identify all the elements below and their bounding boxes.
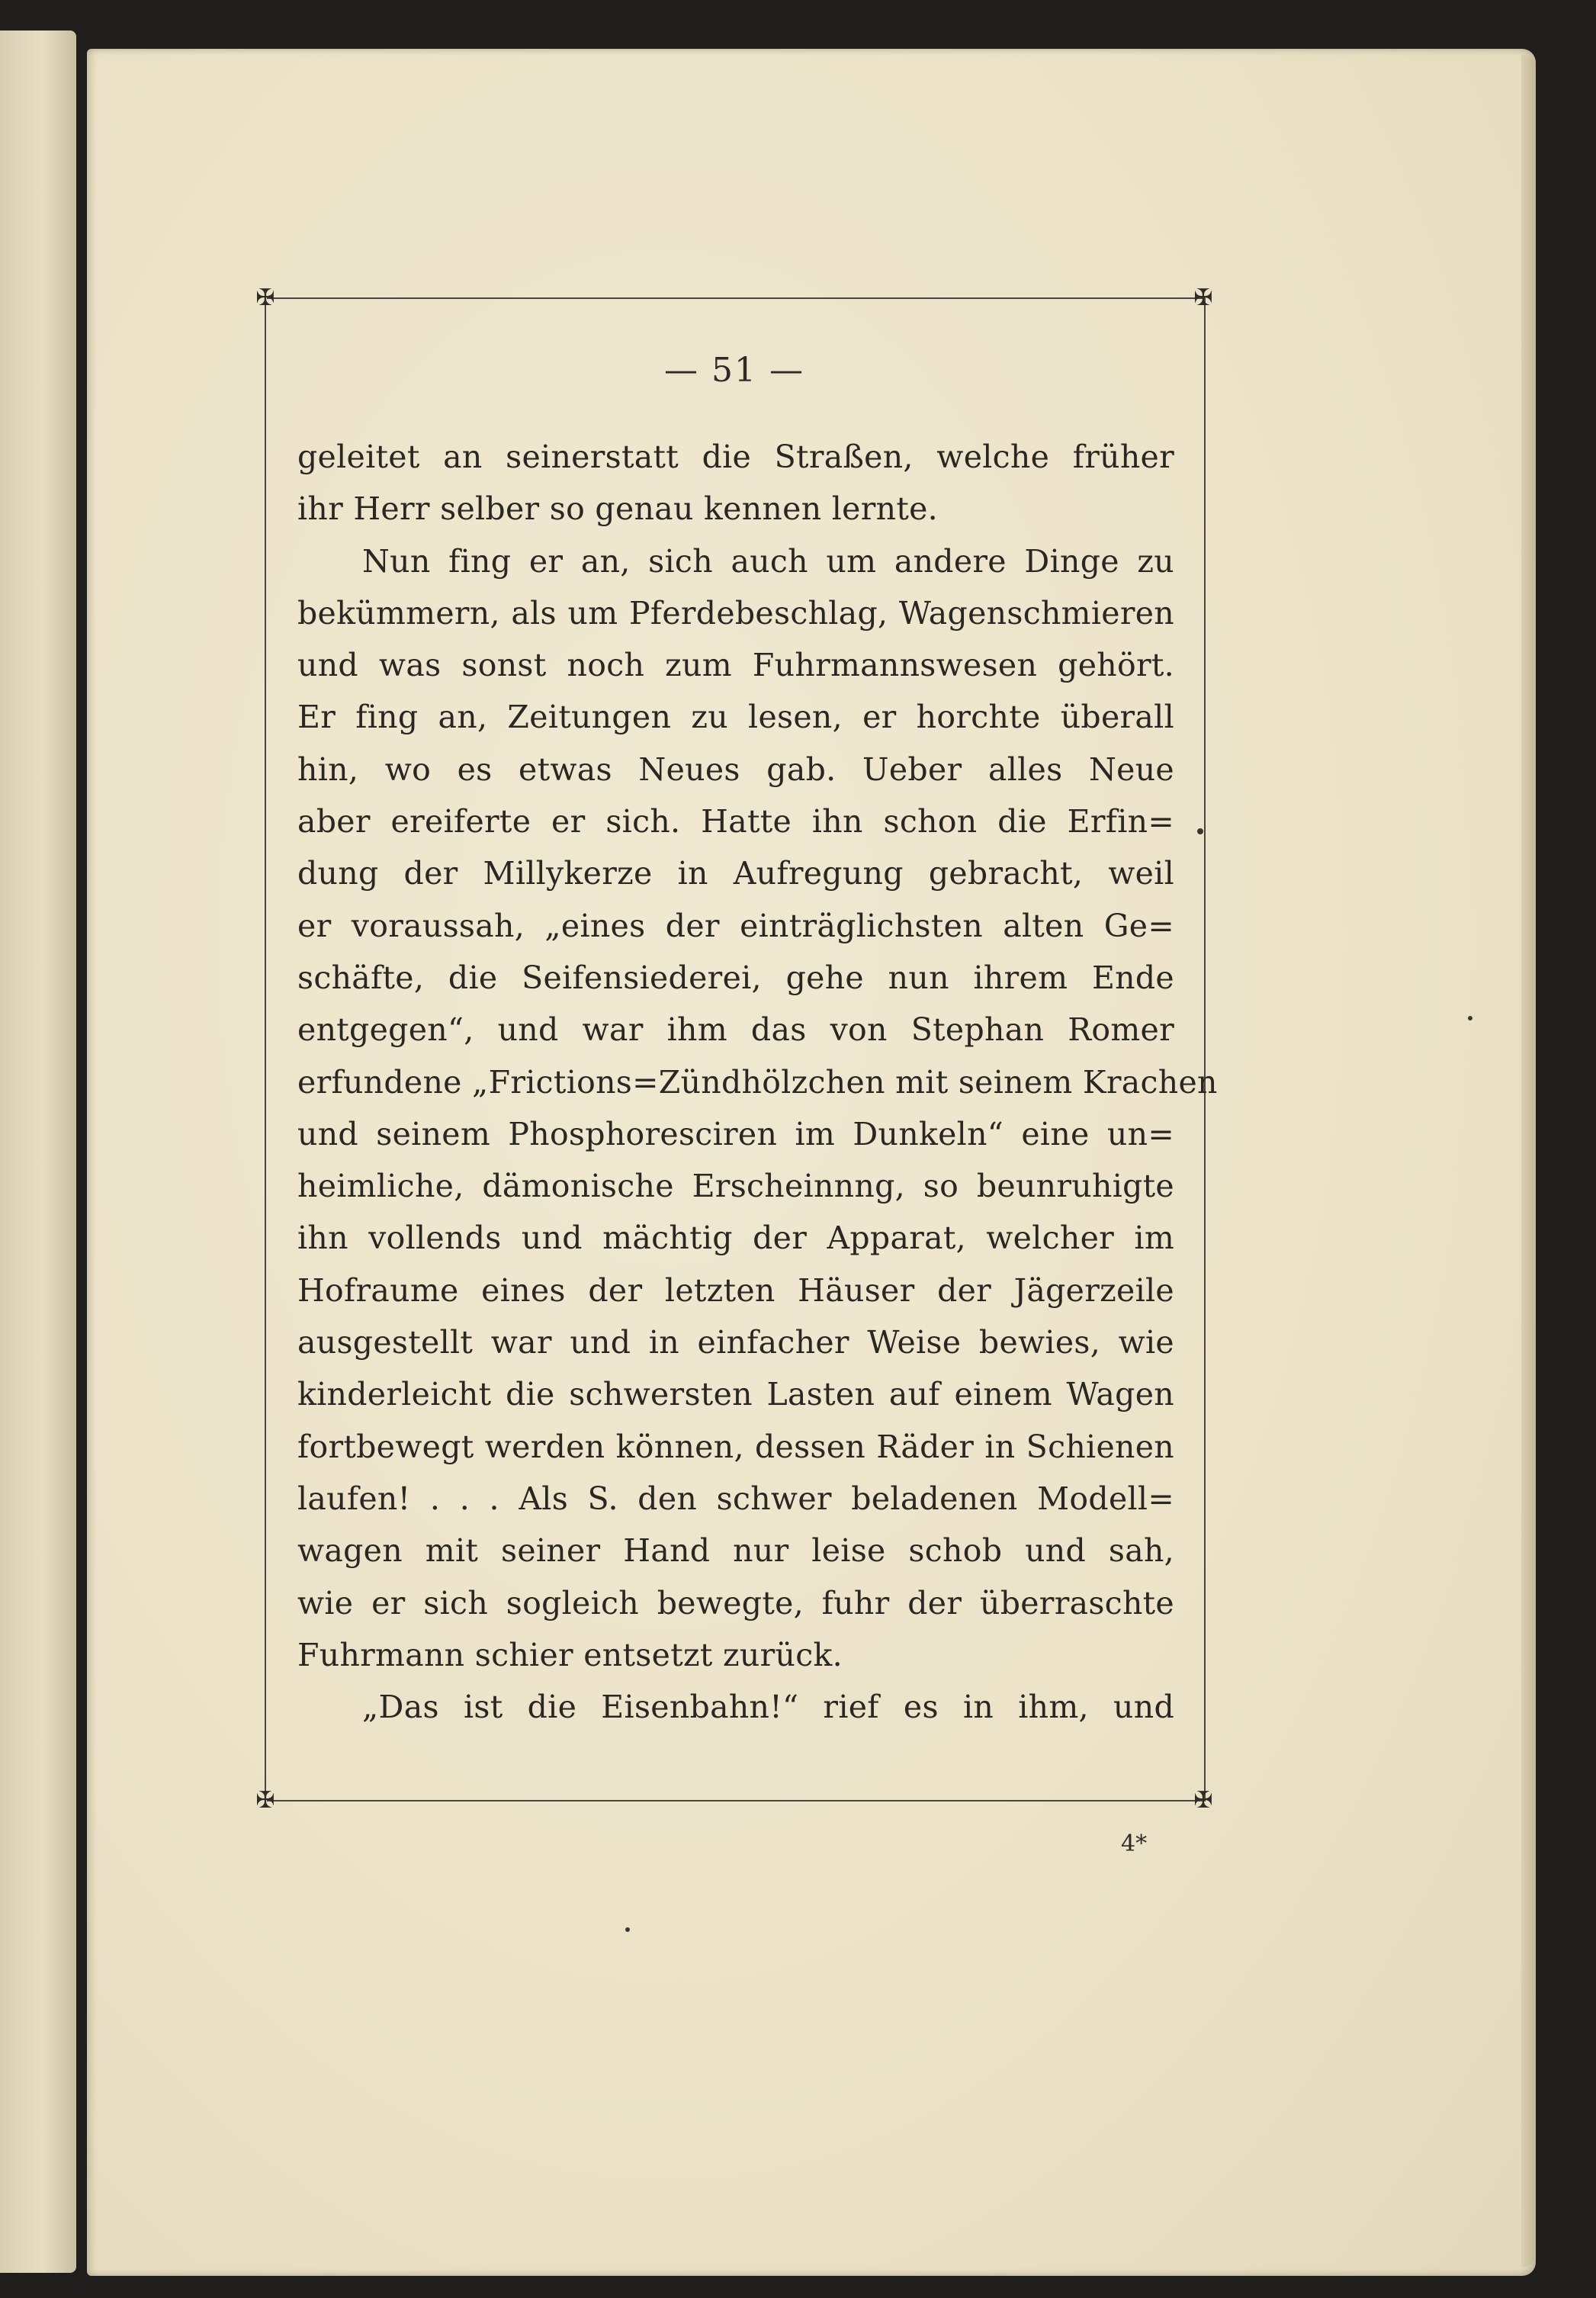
- corner-ornament-icon: ✠: [255, 1787, 275, 1814]
- signature-mark: 4*: [1121, 1830, 1148, 1857]
- speck: [1197, 828, 1203, 834]
- text-line: „Das ist die Eisenbahn!“ rief es in ihm, und: [362, 1689, 1174, 1726]
- text-line: aber ereiferte er sich. Hatte ihn schon die Erfin=: [297, 803, 1174, 840]
- page-edge: [1521, 55, 1535, 2267]
- speck: [1468, 1016, 1472, 1020]
- text-line: und seinem Phosphoresciren im Dunkeln“ eine un=: [297, 1115, 1174, 1152]
- body-text: [297, 431, 1218, 1733]
- text-line: schäfte, die Seifensiederei, gehe nun ihrem Ende: [297, 959, 1174, 996]
- text-line: Er fing an, Zeitungen zu lesen, er horchte überall: [297, 699, 1174, 736]
- text-line: ausgestellt war und in einfacher Weise bewies, wie: [297, 1324, 1174, 1361]
- corner-ornament-icon: ✠: [1193, 1787, 1213, 1814]
- page-number: — 51 —: [664, 351, 804, 390]
- text-line: heimliche, dämonische Erscheinnng, so beunruhigte: [297, 1168, 1174, 1205]
- text-line: und was sonst noch zum Fuhrmannswesen gehört.: [297, 647, 1174, 684]
- frame-bottom-rule: [267, 1800, 1203, 1801]
- text-line: fortbewegt werden können, dessen Räder in Schienen: [297, 1428, 1174, 1465]
- text-line: laufen! . . . Als S. den schwer beladenen Modell=: [297, 1480, 1174, 1517]
- text-line: bekümmern, als um Pferdebeschlag, Wagenschmieren: [297, 594, 1174, 632]
- text-line: ihn vollends und mächtig der Apparat, welcher im: [297, 1220, 1174, 1257]
- text-line: Hofraume eines der letzten Häuser der Jägerzeile: [297, 1271, 1174, 1309]
- text-line: entgegen“, und war ihm das von Stephan Romer: [297, 1011, 1174, 1049]
- text-line: geleitet an seinerstatt die Straßen, welche früher: [297, 439, 1174, 475]
- text-line: er voraussah, „eines der einträglichsten alten Ge=: [297, 907, 1174, 944]
- corner-ornament-icon: ✠: [255, 284, 275, 311]
- text-line: ihr Herr selber so genau kennen lernte.: [297, 490, 938, 528]
- text-line: erfundene „Frictions=Zündhölzchen mit seinem Krachen: [297, 1063, 1218, 1101]
- text-line: dung der Millykerze in Aufregung gebracht, weil: [297, 855, 1174, 892]
- text-line: kinderleicht die schwersten Lasten auf einem Wagen: [297, 1376, 1174, 1413]
- text-line: hin, wo es etwas Neues gab. Ueber alles Neue: [297, 750, 1174, 788]
- previous-page-edge: [0, 31, 76, 2273]
- text-line: wagen mit seiner Hand nur leise schob und sah,: [297, 1532, 1174, 1570]
- corner-ornament-icon: ✠: [1193, 284, 1213, 311]
- frame-top-rule: [267, 297, 1203, 299]
- text-line: Fuhrmann schier entsetzt zurück.: [297, 1636, 843, 1673]
- text-line: wie er sich sogleich bewegte, fuhr der überraschte: [297, 1584, 1174, 1621]
- speck: [625, 1927, 630, 1932]
- text-line: Nun fing er an, sich auch um andere Dinge zu: [362, 542, 1174, 580]
